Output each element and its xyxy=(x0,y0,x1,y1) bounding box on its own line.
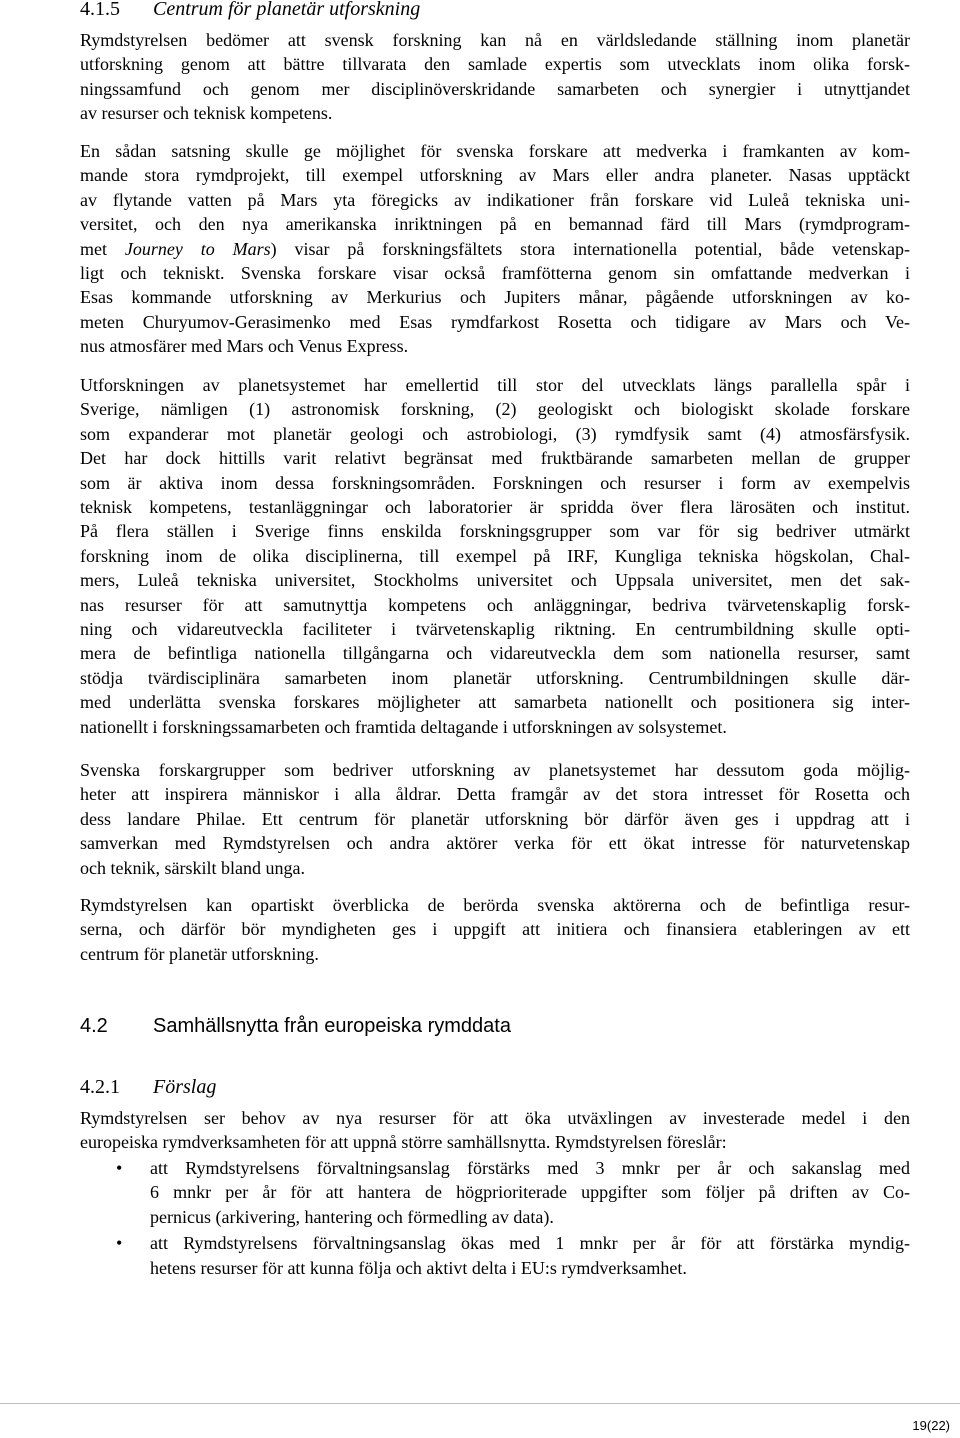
page-number: 19(22) xyxy=(912,1418,950,1433)
text-line: Det har dock hittills varit relativt begränsat med fruktbärande samarbeten mellan de grupper xyxy=(80,448,910,469)
paragraph-3 xyxy=(80,373,910,739)
text-line: Rymdstyrelsen kan opartiskt överblicka de berörda svenska aktörerna och de befintliga resur- xyxy=(80,895,910,915)
section-title: Centrum för planetär utforskning xyxy=(153,0,421,20)
text-line: mera de befintliga nationella tillgångarna och vidareutveckla dem som nationella resurser, samt xyxy=(80,643,910,664)
text-line: Utforskningen av planetsystemet har emellertid till stor del utvecklats längs parallella spår i xyxy=(80,375,910,395)
text-line: Sverige, nämligen (1) astronomisk forskning, (2) geologiskt och biologiskt skolade forskare xyxy=(80,399,910,420)
text-line: stödja tvärdisciplinära samarbeten inom planetär utforskning. Centrumbildningen skulle där- xyxy=(80,667,910,688)
section-number: 4.2 xyxy=(80,1015,108,1037)
section-heading-4-2-1 xyxy=(80,1075,216,1099)
section-heading-4-1-5 xyxy=(80,0,420,21)
text-line: forskning inom de olika disciplinerna, till exempel på IRF, Kungliga tekniska högskolan, Chal- xyxy=(80,545,910,566)
paragraph-4 xyxy=(80,758,910,880)
text-line: som expanderar mot planetär geologi och astrobiologi, (3) rymdfysik samt (4) atmosfärsfysik. xyxy=(80,423,910,444)
section-heading-4-2 xyxy=(80,1014,511,1038)
paragraph-2 xyxy=(80,139,910,359)
text-line: hetens resurser för att kunna följa och aktivt delta i EU:s rymdverksamhet. xyxy=(150,1257,687,1278)
text-line: centrum för planetär utforskning. xyxy=(80,943,319,964)
text-line: ningssamfund och genom mer disciplinöverskridande samarbeten och synergier i utnyttjandet xyxy=(80,78,910,99)
text-fragment: met xyxy=(80,238,125,259)
text-line: och teknik, särskilt bland unga. xyxy=(80,857,305,878)
section-title: Förslag xyxy=(153,1076,217,1098)
section-title: Samhällsnytta från europeiska rymddata xyxy=(153,1015,511,1037)
text-line: pernicus (arkivering, hantering och förmedling av data). xyxy=(150,1206,554,1227)
bullet-icon: • xyxy=(116,1233,123,1254)
text-line: nationellt i forskningssamarbeten och framtida deltagande i utforskningen av solsystemet. xyxy=(80,716,727,737)
text-line: som är aktiva inom dessa forskningsområden. Forskningen och resurser i form av exempelvis xyxy=(80,472,910,493)
section-number: 4.1.5 xyxy=(80,0,120,20)
text-line: av resurser och teknisk kompetens. xyxy=(80,103,333,124)
text-line: ligt och tekniskt. Svenska forskare visar också framfötterna genom sin omfattande medverkan i xyxy=(80,263,910,284)
text-line: Esas kommande utforskning av Merkurius och Jupiters månar, pågående utforskningen av ko- xyxy=(80,287,910,308)
text-line: Rymdstyrelsen ser behov av nya resurser för att öka utväxlingen av investerade medel i den xyxy=(80,1108,910,1128)
text-line: Rymdstyrelsen bedömer att svensk forskning kan nå en världsledande ställning inom planetär xyxy=(80,30,910,50)
text-line: europeiska rymdverksamheten för att uppnå större samhällsnytta. Rymdstyrelsen föreslår: xyxy=(80,1132,727,1153)
text-line: teknisk kompetens, testanläggningar och laboratorier är spridda över flera lärosäten och institut. xyxy=(80,497,910,518)
text-line: På flera ställen i Sverige finns enskilda forskningsgrupper som var för sig bedriver utmärkt xyxy=(80,521,910,542)
text-line: att Rymdstyrelsens förvaltningsanslag förstärks med 3 mnkr per år och sakanslag med xyxy=(150,1158,910,1178)
list-item xyxy=(80,1156,910,1229)
text-line: En sådan satsning skulle ge möjlighet för svenska forskare att medverka i framkanten av kom- xyxy=(80,141,910,161)
text-line: med underlätta svenska forskares möjligheter att samarbeta nationellt och positionera sig inter- xyxy=(80,692,910,713)
text-line: serna, och därför bör myndigheten ges i uppgift att initiera och finansiera etableringen av ett xyxy=(80,919,910,940)
proposal-intro xyxy=(80,1106,910,1155)
text-line: nus atmosfärer med Mars och Venus Express. xyxy=(80,336,409,357)
text-line: dess landare Philae. Ett centrum för planetär utforskning bör därför även ges i uppdrag att i xyxy=(80,808,910,829)
footer-divider xyxy=(0,1403,960,1404)
text-line: samverkan med Rymdstyrelsen och andra aktörer verka för ett ökat intresse för naturvetenskap xyxy=(80,833,910,854)
text-line: heter att inspirera människor i alla åldrar. Detta framgår av det stora intresset för Rosetta och xyxy=(80,784,910,805)
paragraph-1 xyxy=(80,28,910,126)
text-line: meten Churyumov-Gerasimenko med Esas rymdfarkost Rosetta och tidigare av Mars och Ve- xyxy=(80,311,910,332)
text-fragment: ) visar på forskningsfältets stora internationella potential, både vetenskap- xyxy=(270,238,910,259)
text-line: utforskning genom att bättre tillvarata den samlade expertis som utvecklats inom olika forsk- xyxy=(80,54,910,75)
text-line: versitet, och den nya amerikanska inriktningen på en bemannad färd till Mars (rymdprogram- xyxy=(80,214,910,235)
text-line: mande stora rymdprojekt, till exempel utforskning av Mars eller andra planeter. Nasas upptäckt xyxy=(80,165,910,186)
text-line: att Rymdstyrelsens förvaltningsanslag ökas med 1 mnkr per år för att förstärka myndig- xyxy=(150,1233,910,1254)
text-line: ning och vidareutveckla faciliteter i tvärvetenskaplig riktning. En centrumbildning skulle opti- xyxy=(80,619,910,640)
bullet-icon: • xyxy=(116,1158,123,1178)
paragraph-5 xyxy=(80,893,910,966)
list-item xyxy=(80,1231,910,1280)
text-line: Svenska forskargrupper som bedriver utforskning av planetsystemet har dessutom goda möjlig- xyxy=(80,760,910,780)
text-line: mers, Luleå tekniska universitet, Stockholms universitet och Uppsala universitet, men det sak- xyxy=(80,570,910,591)
proposal-list xyxy=(80,1156,910,1280)
text-line xyxy=(80,237,910,261)
text-line: av flytande vatten på Mars yta föregicks av indikationer från forskare vid Luleå tekniska uni- xyxy=(80,189,910,210)
program-name-italic: Journey to Mars xyxy=(124,238,271,259)
text-line: nas resurser för att samutnyttja kompetens och anläggningar, bedriva tvärvetenskaplig forsk- xyxy=(80,594,910,615)
text-line: 6 mnkr per år för att hantera de högprioriterade uppgifter som följer på driften av Co- xyxy=(150,1182,910,1203)
section-number: 4.2.1 xyxy=(80,1076,120,1098)
